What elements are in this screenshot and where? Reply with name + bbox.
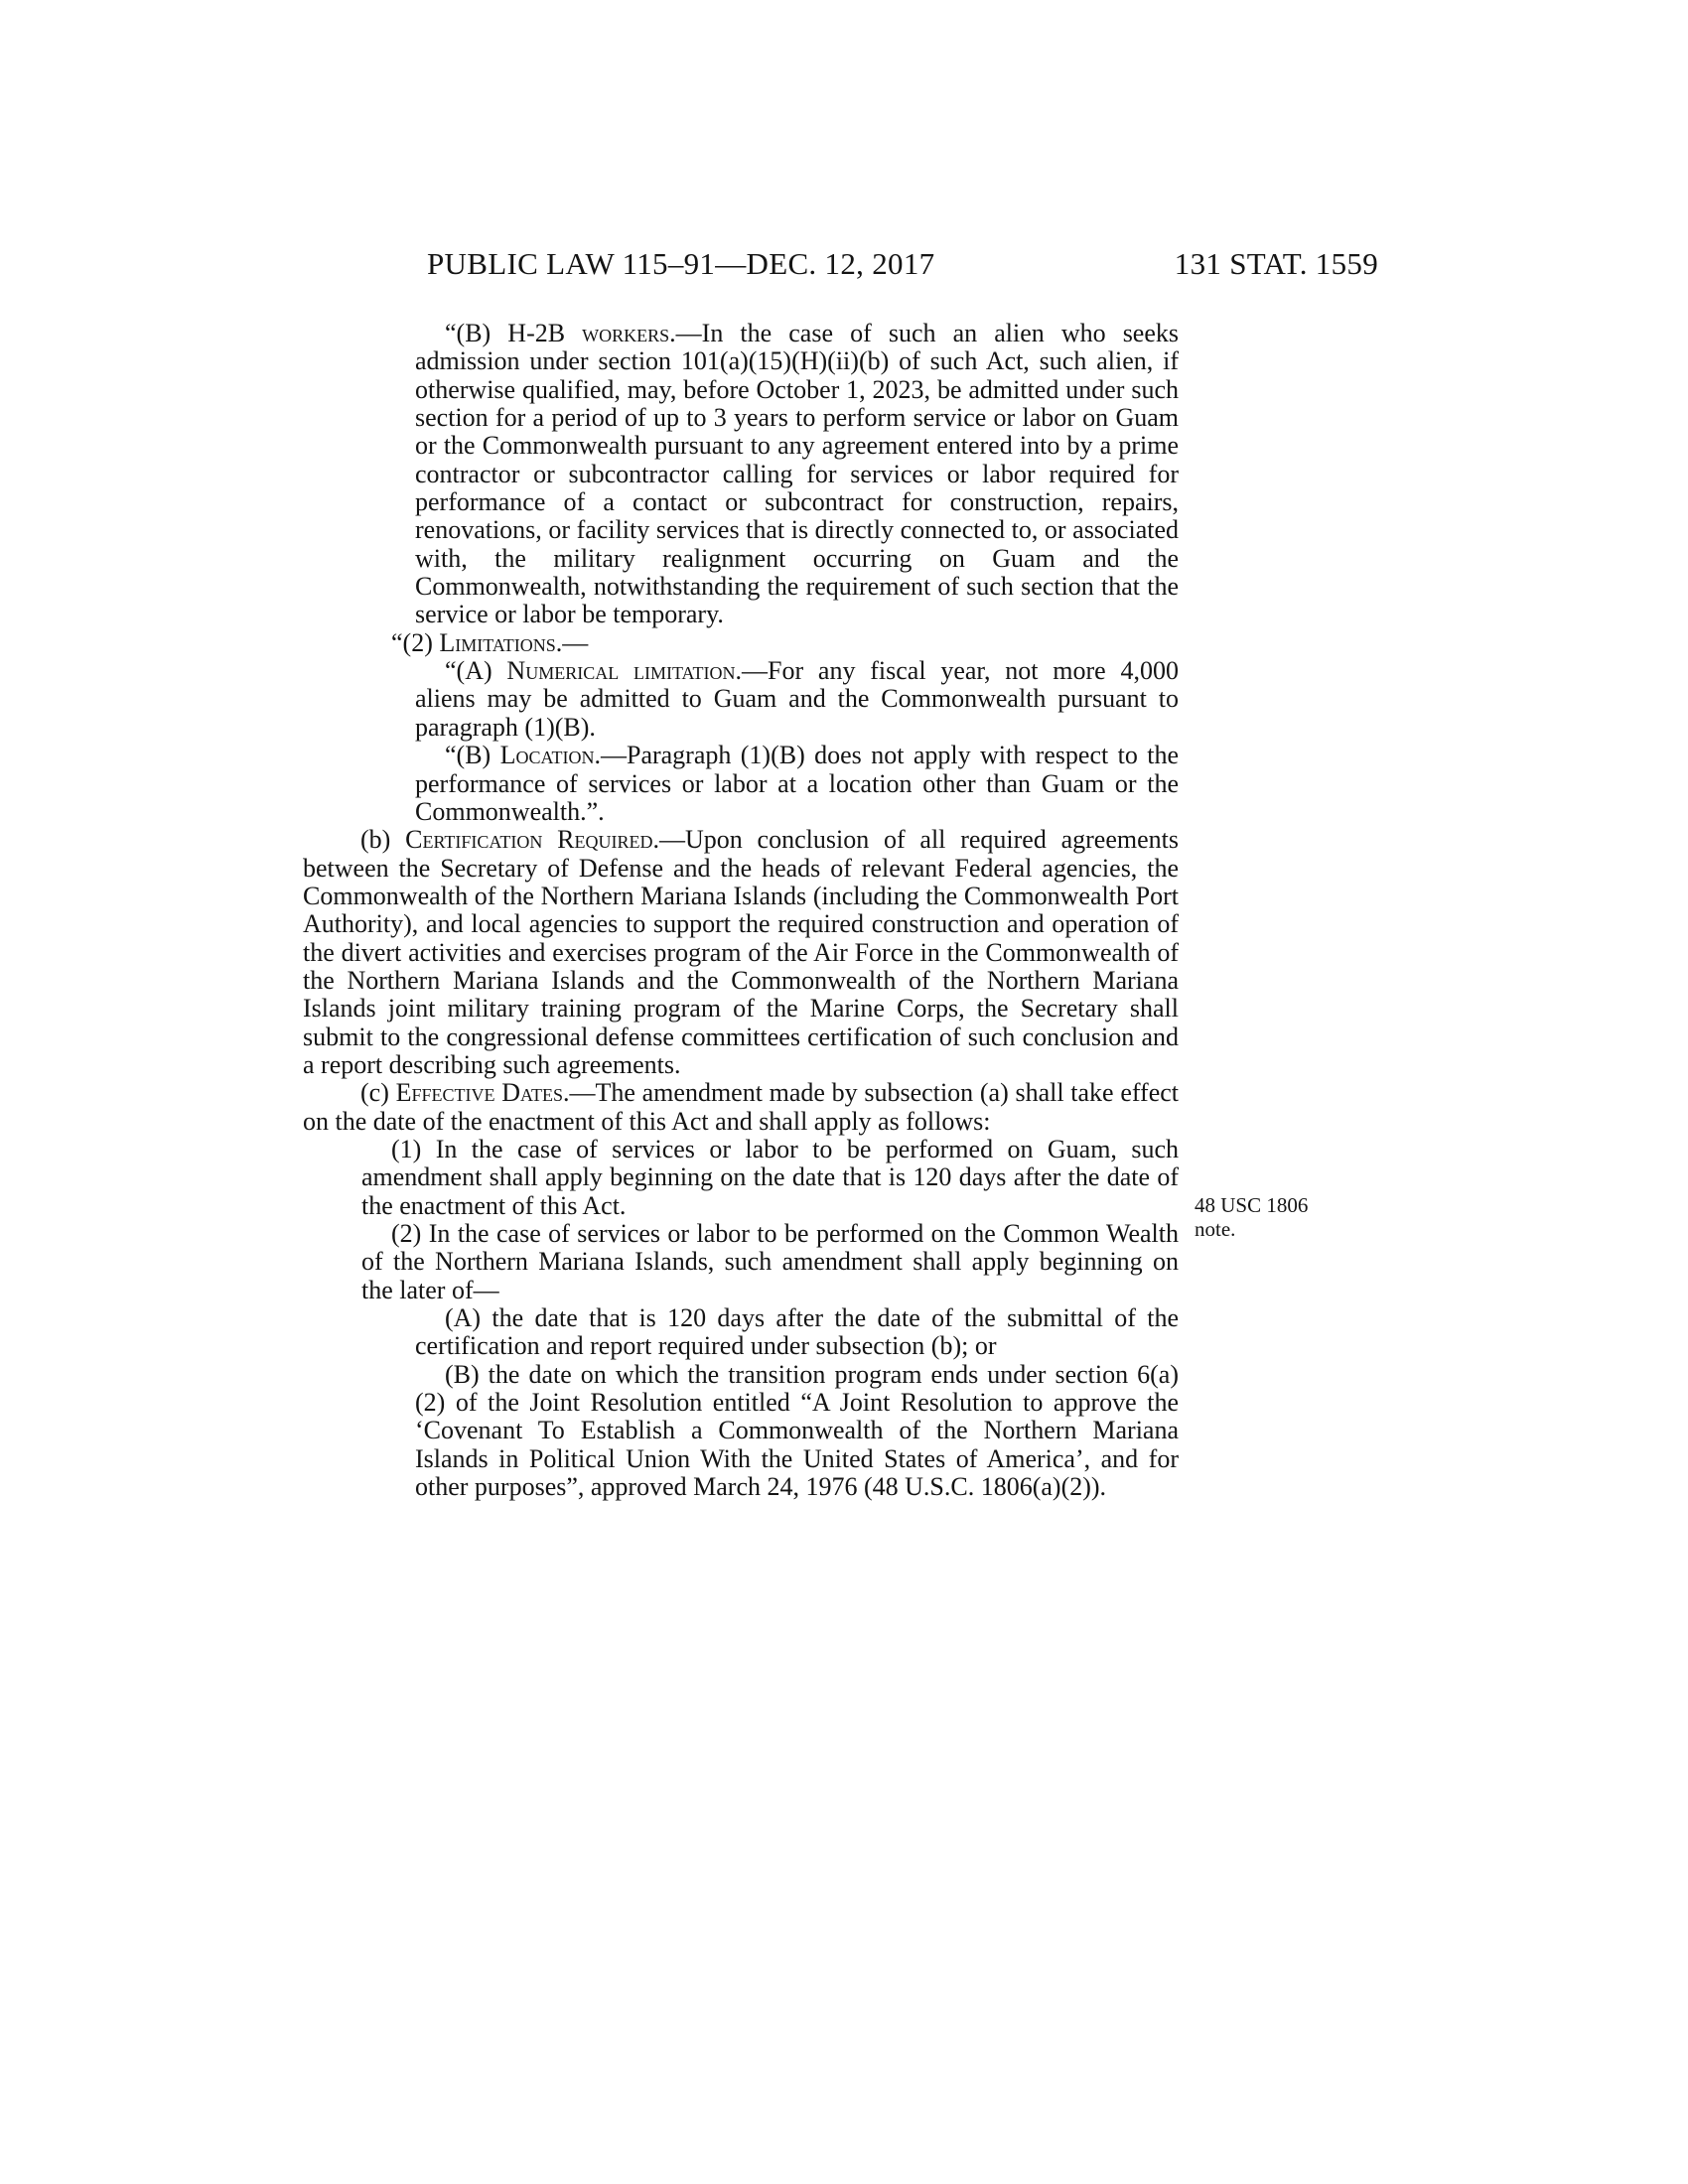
paragraph-guam: (1) In the case of services or labor to be performed on Guam, such amendment shall apply beginning on the date that is 120 days after the date of the enactment of this Act. [361, 1134, 1179, 1220]
paragraph-text: .—Paragraph (1)(B) does not apply with respect to the performance of services or labor at a location other than Guam or the Commonwealth.”. [415, 741, 1179, 826]
paragraph-label: “(A) [445, 656, 507, 686]
statute-body [303, 320, 1179, 1501]
paragraph-label: (b) [360, 825, 406, 855]
paragraph-label: (c) [360, 1078, 396, 1108]
paragraph-numerical-limitation [303, 657, 1179, 742]
paragraph-effective-dates [303, 1079, 1179, 1136]
page-header [427, 246, 1378, 286]
paragraph-heading: Limitations [439, 627, 556, 657]
paragraph-transition-program: (B) the date on which the transition program ends under section 6(a)(2) of the Joint Resolution entitled “A Joint Resolution to approve the ‘Covenant To Establish a Commonwealth of the Northern Mariana Islands in Political Union With the United States of America’, and for other purposes”, approved March 24, 1976 (48 U.S.C. 1806(a)(2)). [415, 1359, 1179, 1502]
margin-note-label: note. [1195, 1217, 1236, 1241]
margin-note [1195, 1193, 1308, 1241]
paragraph-heading: Numerical limitation [506, 656, 736, 686]
paragraph-heading: Effective Dates [395, 1078, 563, 1108]
paragraph-label: “(B) [445, 319, 508, 347]
paragraph-northern-mariana: (2) In the case of services or labor to be performed on the Common Wealth of the Northern Mariana Islands, such amendment shall apply beginning on the later of— [361, 1219, 1179, 1304]
paragraph-limitations [303, 629, 1179, 657]
margin-note-citation: 48 USC 1806 [1195, 1193, 1309, 1217]
paragraph-heading: Location [499, 741, 595, 770]
paragraph-text: .—In the case of such an alien who seeks admission under section 101(a)(15)(H)(ii)(b) of such Act, such alien, if otherwise qualified, may, before October 1, 2023, be admitted under such section for a period of up to 3 years to perform service or labor on Guam or the Commonwealth pursuant to any agreement entered into by a prime contractor or subcontractor calling for services or labor required for performance of a contact or subcontract for construction, repairs, renovations, or facility services that is directly connected to, or associated with, the military realignment occurring on Guam and the Commonwealth, notwithstanding the requirement of such section that the service or labor be temporary. [415, 319, 1180, 629]
paragraph-submittal-date: (A) the date that is 120 days after the date of the submittal of the certification and report required under subsection (b); or [415, 1303, 1179, 1361]
public-law-citation: PUBLIC LAW 115–91—DEC. 12, 2017 [427, 246, 935, 281]
paragraph-label: “(B) [445, 741, 500, 770]
paragraph-heading: H-2B workers [507, 319, 670, 347]
paragraph-text: .— [555, 627, 589, 657]
paragraph-text: .—Upon conclusion of all required agreements between the Secretary of Defense and the heads of relevant Federal agencies, the Commonwealth of the Northern Mariana Islands (including the Commonwealth Port Authority), and local agencies to support the required construction and operation of the divert activities and exercises program of the Air Force in the Commonwealth of the Northern Mariana Islands and the Commonwealth of the Northern Mariana Islands joint military training program of the Marine Corps, the Secretary shall submit to the congressional defense committees certification of such conclusion and a report describing such agreements. [303, 825, 1179, 1079]
paragraph-text: .—For any fiscal year, not more 4,000 aliens may be admitted to Guam and the Commonwealth pursuant to paragraph (1)(B). [415, 656, 1179, 742]
paragraph-heading: Certification Required [405, 825, 653, 855]
paragraph-certification-required [303, 826, 1179, 1079]
paragraph-location [303, 742, 1179, 826]
paragraph-label: “(2) [391, 627, 440, 657]
statute-page-number: 131 STAT. 1559 [1174, 246, 1378, 281]
paragraph-h2b-workers [303, 320, 1179, 629]
paragraph-text: .—The amendment made by subsection (a) shall take effect on the date of the enactment of this Act and shall apply as follows: [303, 1078, 1180, 1136]
